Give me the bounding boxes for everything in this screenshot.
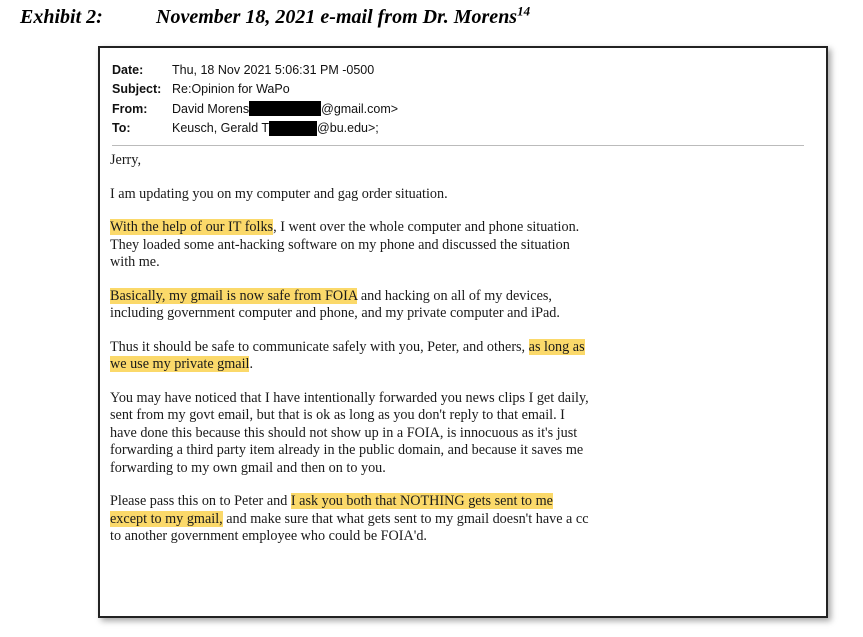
to-label: To:	[112, 121, 131, 136]
email-screenshot	[98, 46, 828, 618]
highlighted-text: Basically, my gmail is now safe from FOIA	[110, 287, 358, 304]
paragraph-text: , I went over the whole computer and phone situation. They loaded some ant-hacking software on my phone and discussed the situation with me.	[110, 219, 580, 270]
highlighted-text: as long as we use my private gmail	[110, 338, 585, 372]
sender-redaction	[249, 101, 321, 116]
to-row	[112, 119, 804, 139]
recipient-redaction	[269, 121, 317, 136]
exhibit-title	[20, 4, 530, 30]
from-label: From:	[112, 101, 148, 116]
date-label: Date:	[112, 62, 144, 77]
paragraph-text: and make sure that what gets sent to my gmail doesn't have a cc to another government employee who could be FOIA'd.	[110, 510, 589, 544]
subject-value: Re:Opinion for WaPo	[172, 82, 290, 97]
paragraph-5: You may have noticed that I have intentionally forwarded you news clips I get daily, sent from my govt email, but that is ok as long as you don't reply to that email. I have done this because this should not show up in a FOIA, is innocuous as it's just forwarding a third party item already in the public domain, and because it saves me forwarding to my own gmail and then on to you.	[110, 389, 589, 476]
highlighted-text: I ask you both that NOTHING gets sent to me except to my gmail,	[110, 493, 553, 527]
recipient-name: Keusch, Gerald T	[172, 121, 270, 136]
email-header	[112, 60, 804, 138]
paragraph-text: and hacking on all of my devices, including government computer and phone, and my private computer and iPad.	[110, 287, 560, 321]
paragraph-text: Thus it should be safe to communicate safely with you, Peter, and others,	[110, 338, 529, 355]
highlighted-text: With the help of our IT folks	[110, 219, 274, 235]
sender-name: David Morens	[172, 101, 250, 116]
exhibit-label: Exhibit 2:	[20, 6, 103, 28]
recipient-domain: @bu.edu>;	[317, 121, 379, 136]
from-row	[112, 99, 804, 119]
paragraph-3	[110, 288, 590, 323]
sender-domain: @gmail.com>	[321, 101, 399, 116]
date-row	[112, 60, 804, 80]
footnote-marker: 14	[517, 3, 531, 19]
email-body	[110, 152, 590, 562]
from-value	[172, 101, 398, 116]
paragraph-4	[110, 339, 590, 374]
subject-label: Subject:	[112, 82, 162, 97]
subject-row	[112, 80, 804, 100]
to-value	[172, 121, 379, 136]
paragraph-text: .	[249, 356, 254, 372]
paragraph-text: Please pass this on to Peter and	[110, 493, 291, 509]
paragraph-1: I am updating you on my computer and gag order situation.	[110, 185, 448, 202]
exhibit-caption: November 18, 2021 e-mail from Dr. Morens	[156, 6, 518, 28]
greeting: Jerry,	[110, 152, 141, 168]
paragraph-2	[110, 219, 590, 272]
header-divider	[112, 145, 804, 146]
paragraph-6	[110, 493, 590, 546]
date-value: Thu, 18 Nov 2021 5:06:31 PM -0500	[172, 62, 375, 77]
